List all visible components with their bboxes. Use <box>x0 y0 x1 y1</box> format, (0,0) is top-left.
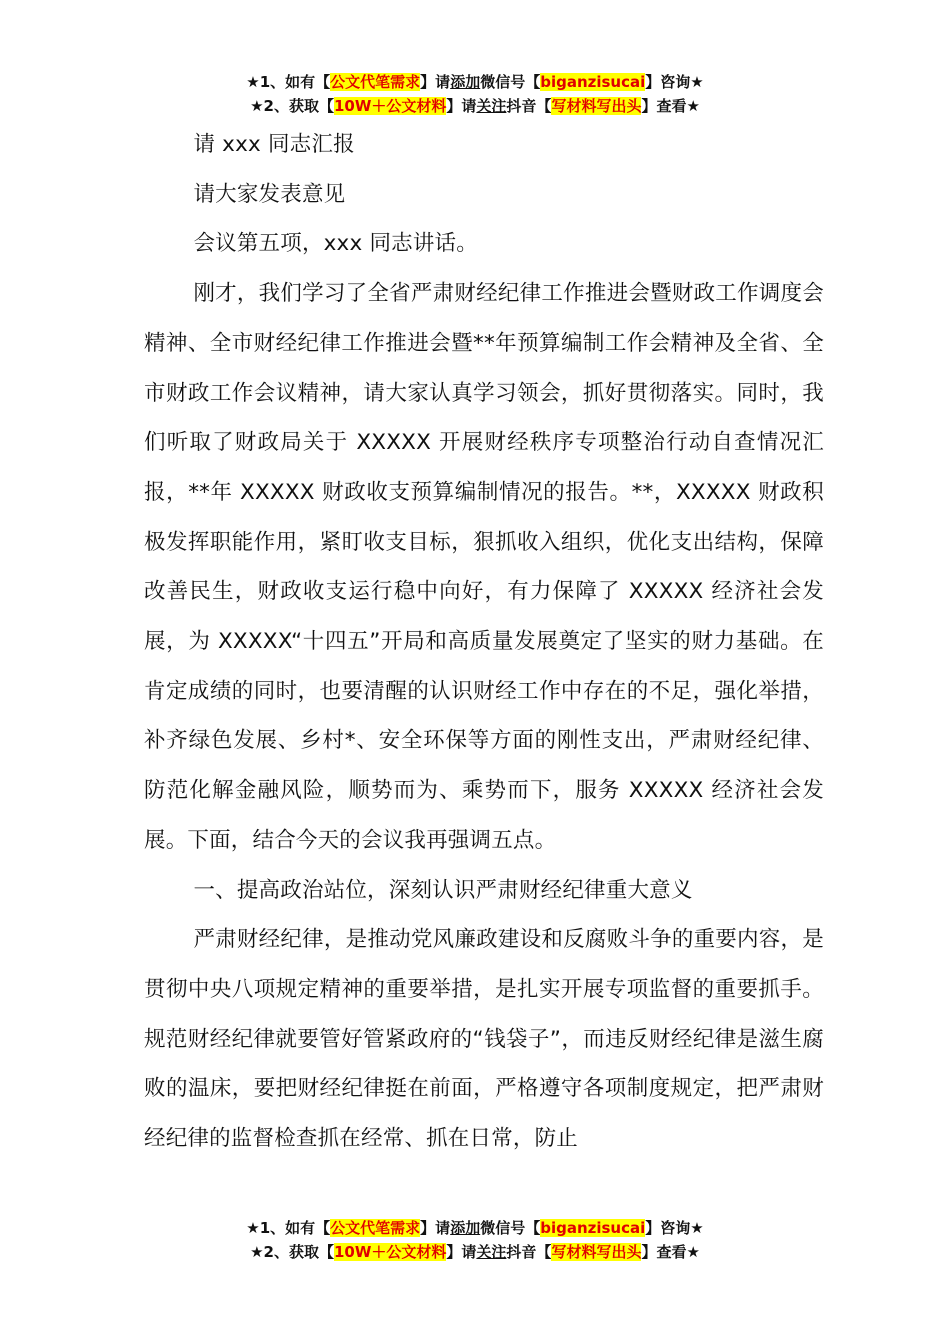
banner-line-1: ★1、如有【公文代笔需求】请添加微信号【biganzisucai】咨询★ <box>246 73 704 91</box>
paragraph: 会议第五项，xxx 同志讲话。 <box>193 231 478 257</box>
paragraph: 严肃财经纪律，是推动党风廉政建设和反腐败斗争的重要内容，是贯彻中央八项规定精神的重要举措，是扎实开展专项监督的重要抓手。规范财经纪律就要管好管紧政府的“钱袋子”，而违反财经纪律是滋生腐败的温床，要把财经纪律挺在前面，严格遵守各项制度规定，把严肃财经纪律的监督检查抓在经常、抓在日常，防止 <box>144 927 824 1152</box>
paragraph: 请大家发表意见 <box>193 181 346 207</box>
paragraph: 刚才，我们学习了全省严肃财经纪律工作推进会暨财政工作调度会精神、全市财经纪律工作推进会暨**年预算编制工作会精神及全省、全市财政工作会议精神，请大家认真学习领会，抓好贯彻落实。同时，我们听取了财政局关于 XXXXX 开展财经秩序专项整治行动自查情况汇报，**年 XXXXX 财政收支预算编制情况的报告。**，XXXXX 财政积极发挥职能作用，紧盯收支目标，狠抓收入组织，优化支出结构，保障改善民生，财政收支运行稳中向好，有力保障了 XXXXX 经济社会发展，为 XXXXX“十四五”开局和高质量发展奠定了坚实的财力基础。在肯定成绩的同时，也要清醒的认识财经工作中存在的不足，强化举措，补齐绿色发展、乡村*、安全环保等方面的刚性支出，严肃财经纪律、防范化解金融风险，顺势而为、乘势而下，服务 XXXXX 经济社会发展。下面，结合今天的会议我再强调五点。 <box>144 281 824 853</box>
paragraph: 请 xxx 同志汇报 <box>193 132 355 157</box>
banner-highlight: 公文代笔需求 <box>330 73 421 91</box>
document-body <box>144 120 824 1164</box>
banner-highlight: biganzisucai <box>540 73 646 91</box>
star-icon: ★ <box>250 97 264 115</box>
star-icon: ★ <box>250 1243 264 1261</box>
star-icon: ★ <box>246 1219 260 1237</box>
banner-highlight: biganzisucai <box>540 1219 646 1237</box>
banner-highlight: 写材料写出头 <box>551 97 642 115</box>
banner-highlight: 写材料写出头 <box>551 1243 642 1261</box>
footer-banner <box>0 1216 950 1264</box>
banner-line-1: ★1、如有【公文代笔需求】请添加微信号【biganzisucai】咨询★ <box>246 1219 704 1237</box>
banner-highlight: 公文代笔需求 <box>330 1219 421 1237</box>
banner-highlight: 10W＋公文材料 <box>333 1243 447 1261</box>
star-icon: ★ <box>246 73 260 91</box>
banner-line-2: ★2、获取【10W＋公文材料】请关注抖音【写材料写出头】查看★ <box>250 97 700 115</box>
banner-highlight: 10W＋公文材料 <box>333 97 447 115</box>
header-banner <box>0 70 950 118</box>
banner-line-2: ★2、获取【10W＋公文材料】请关注抖音【写材料写出头】查看★ <box>250 1243 700 1261</box>
section-heading: 一、提高政治站位，深刻认识严肃财经纪律重大意义 <box>193 877 693 903</box>
